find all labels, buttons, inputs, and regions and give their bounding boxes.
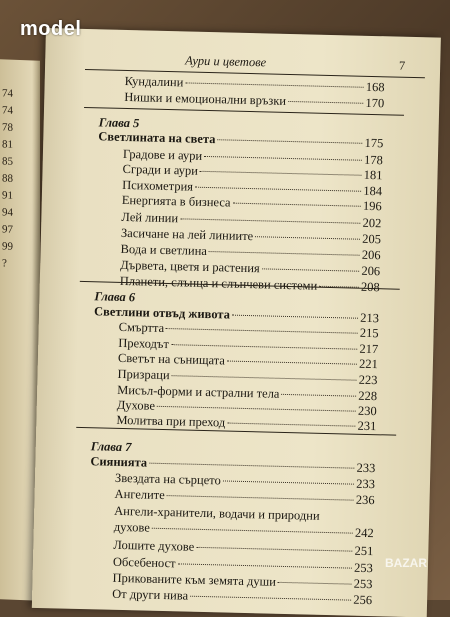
leader-dots — [204, 156, 362, 161]
leader-dots — [166, 328, 358, 334]
toc-page-number: 236 — [355, 492, 375, 508]
left-page-number: 74 — [2, 104, 13, 117]
toc-page-number: 231 — [357, 418, 377, 434]
toc-label: Планети, слънца и слънчеви системи — [119, 273, 318, 293]
left-page-number: 88 — [2, 172, 13, 185]
toc-label: Обсебеност — [112, 554, 176, 571]
leader-dots — [278, 582, 352, 585]
leader-dots — [196, 547, 352, 552]
toc-page-number: 215 — [359, 325, 379, 341]
toc-page-number: 233 — [356, 460, 376, 476]
leader-dots — [232, 315, 358, 319]
toc-label: Ангели-хранители, водачи и природни — [114, 503, 320, 523]
toc-page-number: 217 — [359, 341, 379, 357]
running-title: Аури и цветове — [185, 53, 267, 70]
toc-label: Духове — [116, 397, 156, 413]
leader-dots — [149, 463, 355, 469]
toc-page-number: 242 — [354, 525, 374, 541]
toc-page-number: 213 — [360, 310, 380, 326]
toc-label: Ангелите — [114, 486, 165, 503]
toc-label: Кундалини — [124, 73, 184, 90]
toc-page-number: 230 — [357, 403, 377, 419]
leader-dots — [152, 528, 353, 534]
left-page-number: 91 — [2, 189, 13, 202]
toc-label: Молитва при преход — [116, 412, 226, 430]
toc-label: Психометрия — [122, 177, 194, 194]
toc-page-number: 233 — [356, 476, 376, 492]
toc-label: Глава 5 — [98, 115, 140, 131]
leader-dots — [227, 361, 357, 365]
page-number: 7 — [398, 58, 406, 73]
toc-page-number: 206 — [361, 247, 381, 263]
leader-dots — [227, 423, 355, 427]
toc-label: От други нива — [112, 586, 189, 603]
toc-label: Енергията в бизнеса — [121, 192, 231, 210]
toc-page-number: 205 — [362, 231, 382, 247]
toc-page-number: 253 — [353, 560, 374, 576]
left-page-number: 99 — [2, 240, 13, 253]
leader-dots — [281, 394, 356, 397]
leader-dots — [180, 218, 360, 223]
toc-label: Светът на сънищата — [117, 350, 226, 368]
leader-dots — [233, 203, 361, 207]
toc-label: Лей линии — [121, 209, 179, 226]
toc-label: Нишки и емоционални връзки — [124, 89, 287, 108]
toc-page-number: 196 — [362, 198, 382, 214]
toc-page-number: 184 — [363, 183, 383, 199]
left-page-number: 78 — [2, 121, 13, 134]
toc-page-number: 202 — [362, 215, 382, 231]
toc-label: Засичане на лей линиите — [120, 225, 254, 244]
leader-dots — [167, 495, 354, 501]
toc-label: Сгради и аури — [122, 161, 199, 178]
toc-page-number: 253 — [353, 576, 373, 592]
toc-label: Глава 7 — [90, 439, 132, 455]
leader-dots — [209, 251, 360, 256]
toc-page-number: 168 — [365, 79, 385, 95]
left-page-number: 74 — [2, 87, 13, 100]
toc-label: Призраци — [117, 366, 170, 383]
leader-dots — [217, 139, 362, 144]
toc-page-number: 208 — [360, 279, 380, 295]
toc-label: Смъртта — [118, 319, 165, 335]
toc-label: Вода и светлина — [120, 241, 208, 258]
left-page-number: ? — [2, 257, 7, 270]
left-page-number: 81 — [2, 138, 13, 151]
toc-label: Светлини отвъд живота — [93, 304, 231, 322]
toc-label: Звездата на сърцето — [114, 470, 221, 488]
toc-label: Дървета, цветя и растения — [120, 257, 260, 276]
leader-dots — [195, 187, 361, 192]
toc-page-number: 221 — [358, 356, 379, 372]
watermark-text: model — [20, 18, 82, 40]
toc-page-number: 206 — [361, 263, 381, 279]
toc-label: Прикованите към земята души — [112, 570, 277, 589]
toc-page-number: 175 — [364, 135, 384, 151]
leader-dots — [255, 236, 360, 240]
leader-dots — [223, 480, 354, 484]
toc-label: Глава 6 — [94, 289, 136, 305]
book-page — [32, 28, 441, 617]
leader-dots — [262, 268, 360, 271]
leader-dots — [200, 171, 362, 176]
toc-label: духове — [113, 519, 151, 535]
toc-label: Светлината на света — [98, 129, 216, 147]
left-page-number: 94 — [2, 206, 13, 219]
leader-dots — [178, 563, 353, 568]
toc-page-number: 251 — [354, 543, 374, 559]
leader-dots — [157, 406, 356, 412]
bazar-logo: BAZAR — [385, 556, 427, 570]
leader-dots — [185, 82, 364, 87]
leader-dots — [171, 344, 358, 350]
toc-label: Лошите духове — [113, 537, 195, 554]
toc-page-number: 181 — [363, 167, 383, 183]
leader-dots — [172, 375, 357, 381]
left-page-number: 85 — [2, 155, 13, 168]
toc-page-number: 170 — [365, 95, 385, 111]
toc-page-number: 178 — [363, 152, 384, 168]
toc-page-number: 228 — [358, 388, 378, 404]
toc-label: Преходът — [118, 335, 170, 352]
leader-dots — [288, 101, 363, 104]
left-page-number: 97 — [2, 223, 13, 236]
toc-label: Мисъл-форми и астрални тела — [117, 382, 280, 401]
toc-label: Сиянията — [90, 454, 148, 470]
toc-page-number: 256 — [353, 592, 373, 608]
toc-label: Градове и аури — [122, 146, 203, 163]
toc-page-number: 223 — [358, 372, 378, 388]
